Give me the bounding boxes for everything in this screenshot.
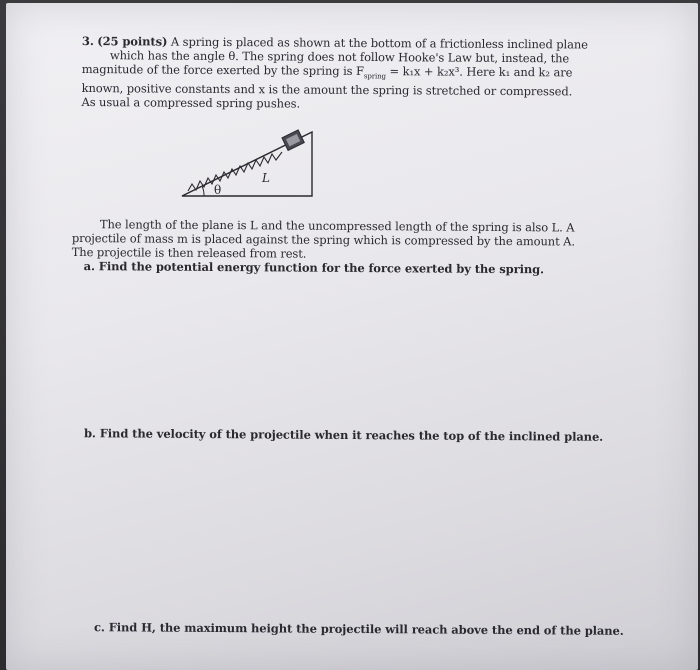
question-b: b. Find the velocity of the projectile when it reaches the top of the inclined plane. [83,426,604,444]
force-subscript: spring [363,72,386,81]
problem-points: (25 points) [97,34,168,49]
statement-text-1: A spring is placed as shown at the bottom of a frictionless inclined plane [170,34,588,52]
setup-block [72,217,632,277]
statement-line-4: known, positive constants and x is the amount the spring is stretched or compressed. [81,81,573,99]
question-a: a. Find the potential energy function for the force exerted by the spring. [83,259,545,277]
setup-line-1: The length of the plane is L and the uncompressed length of the spring is also L. A [99,217,575,235]
problem-number: 3. [81,34,94,49]
incline-figure [178,118,328,210]
statement-text-3: magnitude of the force exerted by the spring is F [81,61,364,78]
force-equation: = k₁x + k₂x³. Here k₁ and k₂ are [385,64,573,80]
setup-line-3: The projectile is then released from rest. [71,244,307,261]
statement-line-2: which has the angle θ. The spring does not follow Hooke's Law but, instead, the [109,48,570,66]
setup-line-2: projectile of mass m is placed against the spring which is compressed by the amount A. [71,230,575,249]
angle-label: θ [214,183,222,197]
question-c: c. Find H, the maximum height the projectile will reach above the end of the plane. [93,620,624,638]
projectile-block [282,130,304,150]
problem-statement [81,34,642,113]
statement-line-5: As usual a compressed spring pushes. [81,95,301,111]
length-label: L [262,171,270,185]
